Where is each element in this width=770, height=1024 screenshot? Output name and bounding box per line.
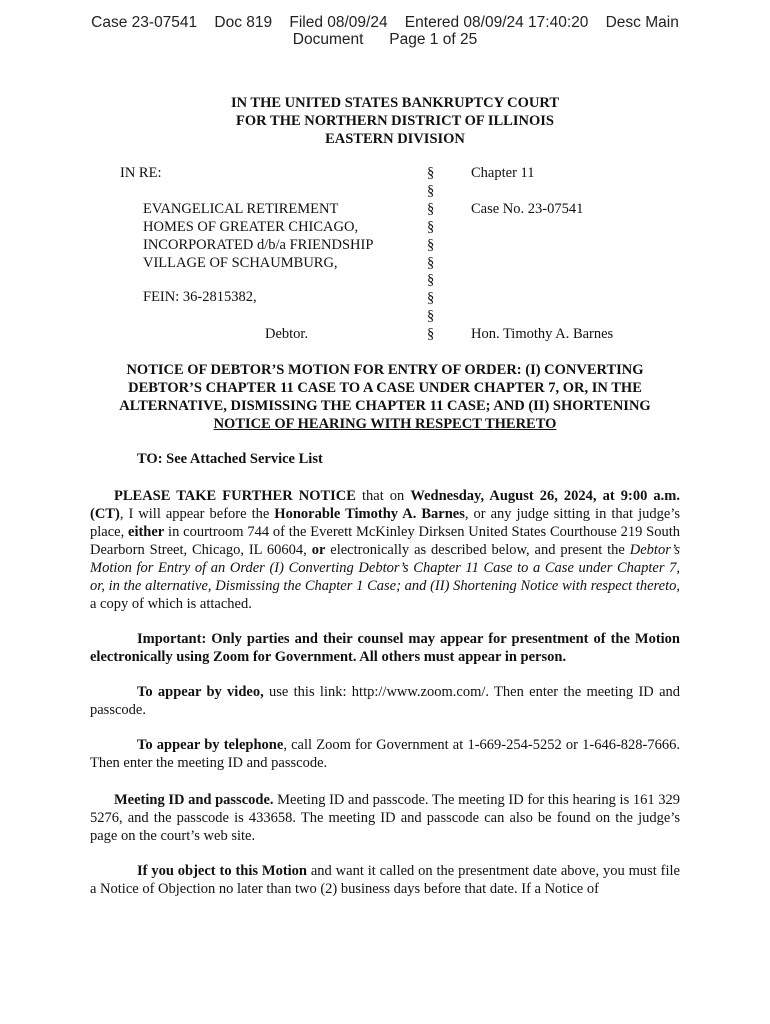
debtor-name-block (143, 200, 373, 272)
section-symbol: § (427, 236, 435, 253)
case-number: Case No. 23-07541 (471, 201, 584, 217)
title-line-2: DEBTOR’S CHAPTER 11 CASE TO A CASE UNDER CHAPTER 7, OR, IN THE (128, 380, 642, 396)
section-symbol: § (427, 290, 435, 307)
fein-number: FEIN: 36-2815382, (143, 289, 257, 305)
party-line-4: VILLAGE OF SCHAUMBURG, (143, 255, 338, 271)
text-run: electronically as described below, and present the (325, 542, 630, 558)
text-run: , or any judge sitting in that judge’s place, (90, 506, 680, 540)
motion-title: Debtor’s Motion for Entry of an Order (I) Converting Debtor’s Chapter 11 Case to a Case under Chapter 7, or, in the alternative, Dismissing the Chapter 1 Case; and (II) Shortening Notice with respect thereto, (90, 542, 680, 594)
notice-paragraph (90, 487, 680, 613)
notice-title (90, 361, 680, 433)
title-line-1: NOTICE OF DEBTOR’S MOTION FOR ENTRY OF ORDER: (I) CONVERTING (126, 362, 644, 378)
hearing-date: Wednesday, August 26, 2024, at 9:00 a.m. (CT) (90, 488, 680, 522)
section-symbol: § (427, 308, 435, 325)
or-word: or (311, 542, 326, 558)
telephone-lead: To appear by telephone (137, 737, 284, 753)
meeting-id-lead: Meeting ID and passcode. (114, 792, 274, 808)
text-run: , call Zoom for Government at 1-669-254-5252 or 1-646-828-7666. Then enter the meeting ID and passcode. (90, 737, 681, 771)
section-symbol: § (427, 326, 435, 343)
text-run: in courtroom 744 of the Everett McKinley Dirksen United States Courthouse 219 South Dearborn Street, Chicago, IL 60604, (90, 524, 680, 558)
telephone-paragraph (90, 736, 680, 772)
stamp-line-2: Document Page 1 of 25 (292, 31, 478, 48)
text-run: that on (355, 488, 411, 504)
debtor-label: Debtor. (265, 326, 309, 342)
chapter-label: Chapter 11 (471, 165, 535, 181)
court-line-1: IN THE UNITED STATES BANKRUPTCY COURT (230, 95, 560, 111)
text-run: a copy of which is attached. (90, 596, 252, 612)
notice-lead: PLEASE TAKE FURTHER NOTICE (114, 488, 356, 504)
stamp-line-1: Case 23-07541 Doc 819 Filed 08/09/24 Entered 08/09/24 17:40:20 Desc Main (91, 14, 679, 31)
important-paragraph: Important: Only parties and their counsel may appear for presentment of the Motion electronically using Zoom for Government. All others must appear in person. (90, 631, 680, 665)
judge-name: Hon. Timothy A. Barnes (471, 326, 614, 342)
objection-paragraph (90, 862, 680, 898)
in-re-label: IN RE: (120, 165, 162, 181)
section-symbol: § (427, 200, 435, 217)
ecf-header-stamp (0, 14, 770, 48)
text-run: and want it called on the presentment date above, you must file a Notice of Objection no later than two (2) business days before that date. If a Notice of (90, 863, 680, 897)
section-symbol-column (427, 165, 434, 344)
party-line-3: INCORPORATED d/b/a FRIENDSHIP (143, 237, 374, 253)
case-caption (0, 165, 770, 345)
to-service-list: TO: See Attached Service List (137, 451, 323, 467)
party-line-1: EVANGELICAL RETIREMENT (143, 201, 339, 217)
court-line-3: EASTERN DIVISION (325, 131, 465, 147)
court-heading (0, 94, 770, 148)
section-symbol: § (427, 254, 435, 271)
section-symbol: § (427, 182, 435, 199)
court-line-2: FOR THE NORTHERN DISTRICT OF ILLINOIS (236, 113, 554, 129)
text-run: , I will appear before the (119, 506, 275, 522)
objection-lead: If you object to this Motion (137, 863, 307, 879)
text-run: Meeting ID and passcode. The meeting ID for this hearing is 161 329 5276, and the passcode is 433658. The meeting ID and passcode can also be found on the judge’s page on the court’s web site. (90, 792, 680, 844)
title-line-3: ALTERNATIVE, DISMISSING THE CHAPTER 11 CASE; AND (II) SHORTENING (119, 398, 651, 414)
section-symbol: § (427, 218, 435, 235)
meeting-id-paragraph (90, 791, 680, 845)
judge-honorable: Honorable Timothy A. Barnes (274, 506, 465, 522)
party-line-2: HOMES OF GREATER CHICAGO, (143, 219, 359, 235)
either-word: either (128, 524, 165, 540)
video-lead: To appear by video, (137, 684, 264, 700)
video-paragraph (90, 683, 680, 719)
text-run: use this link: http://www.zoom.com/. Then enter the meeting ID and passcode. (90, 684, 681, 718)
section-symbol: § (427, 272, 435, 289)
title-line-4: NOTICE OF HEARING WITH RESPECT THERETO (213, 416, 557, 432)
section-symbol: § (427, 165, 435, 181)
